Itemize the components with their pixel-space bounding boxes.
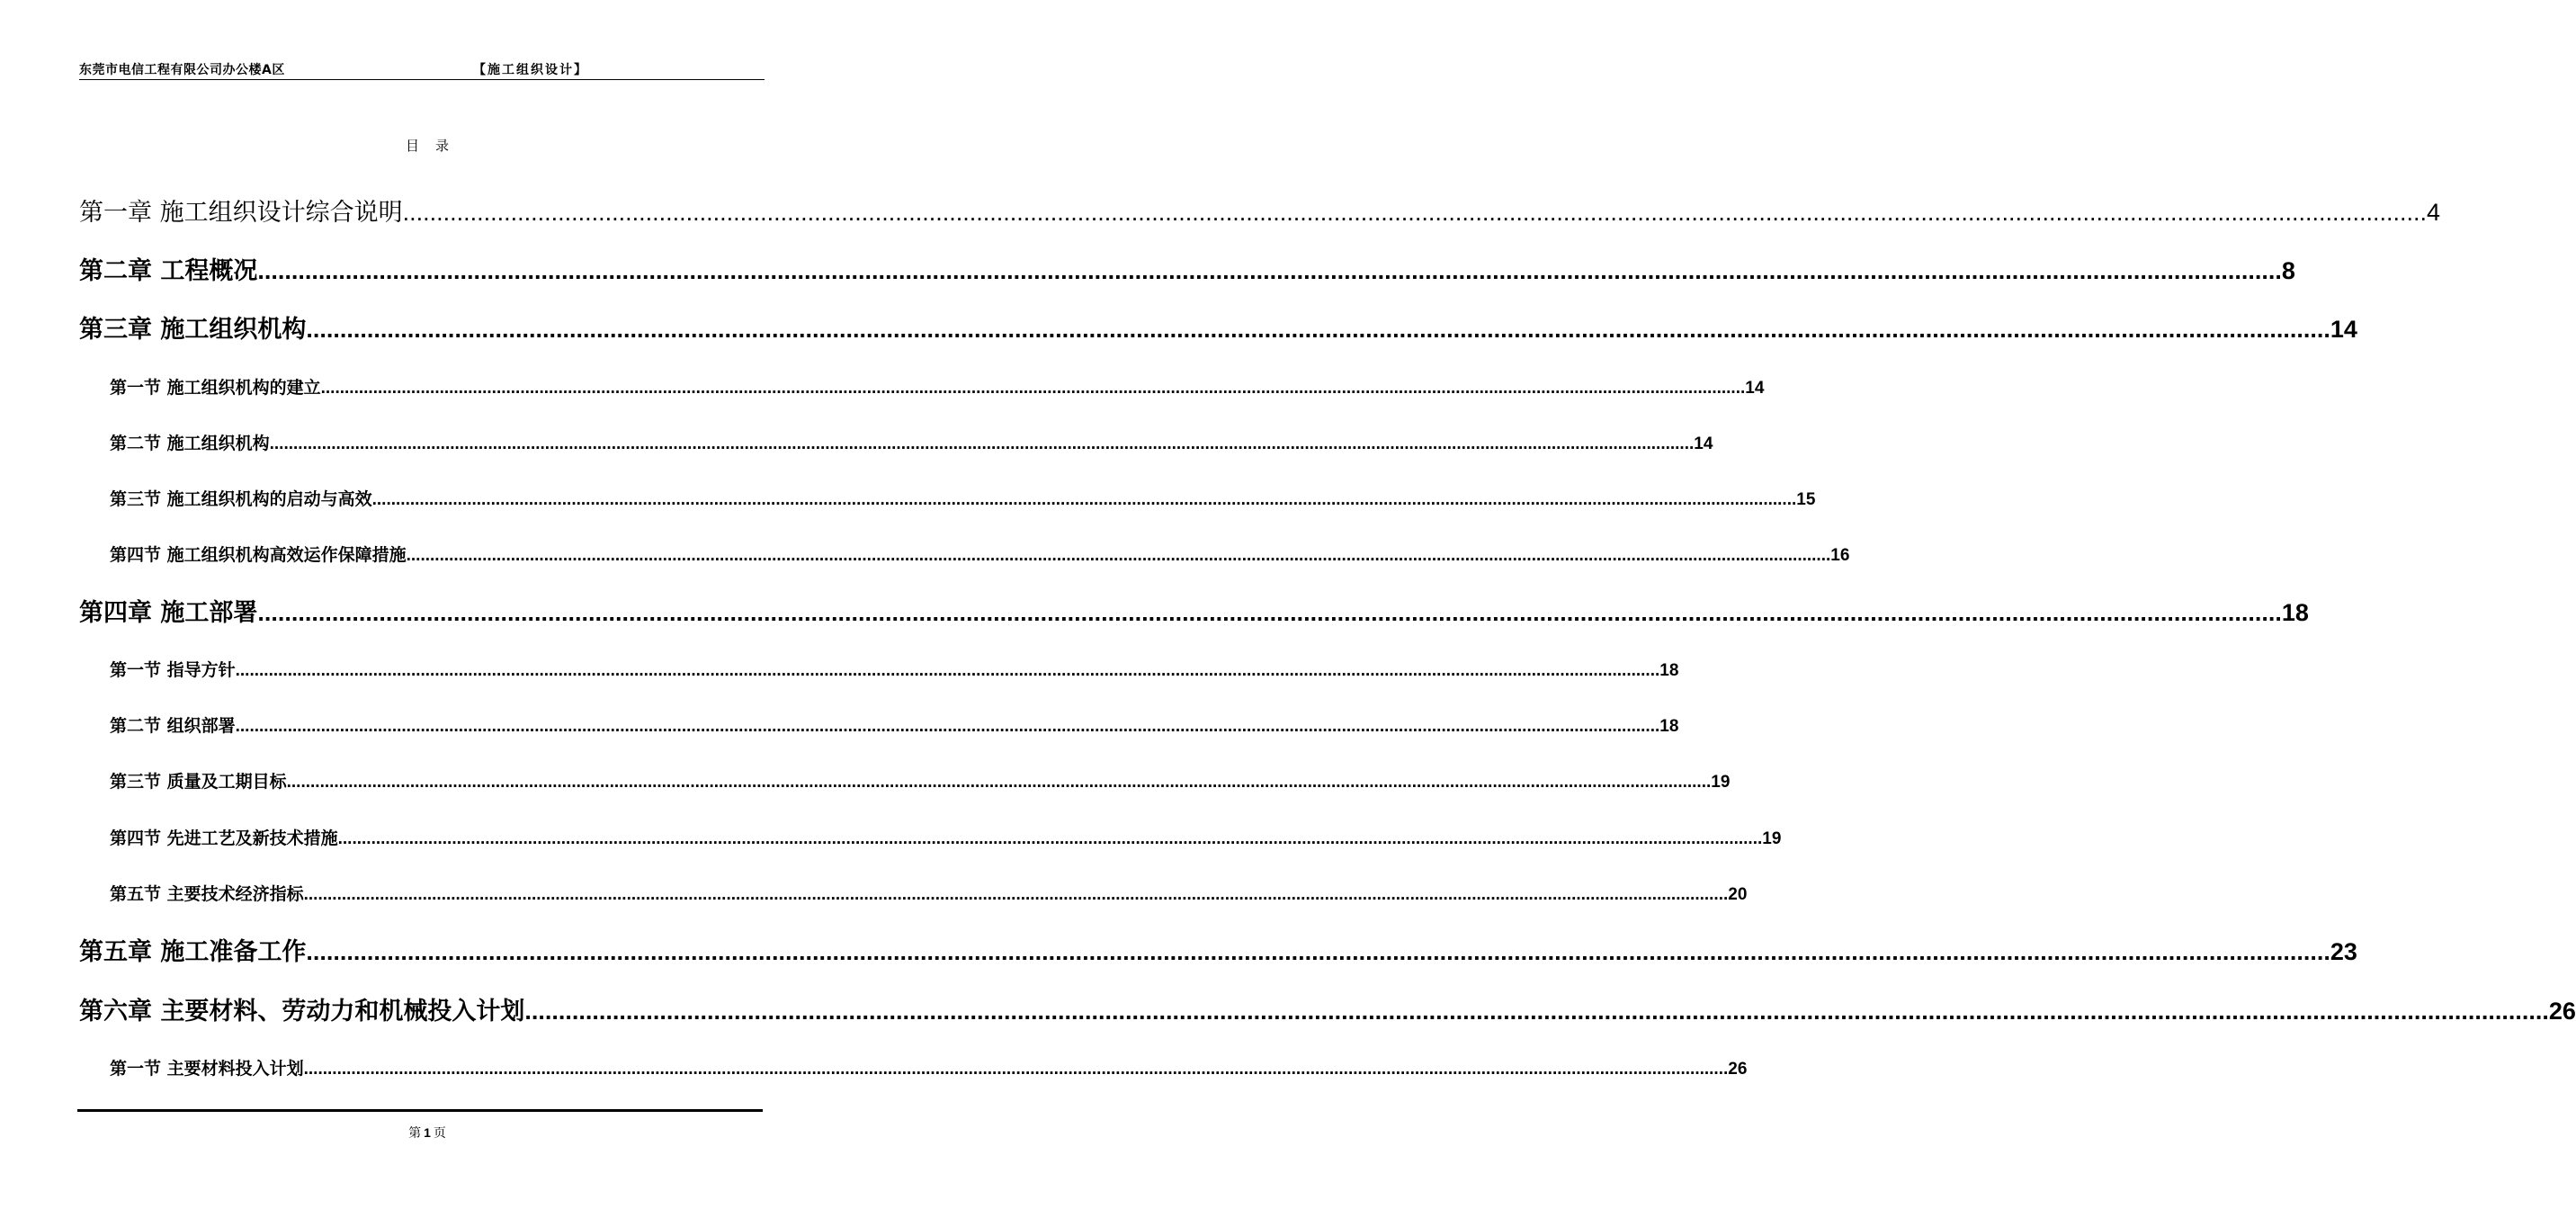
toc-entry-label: 第三节 施工组织机构的启动与高效	[110, 489, 372, 509]
toc-leader-dots: ............................................................................................................................................................................................................................................................................................................	[235, 717, 1660, 736]
page-footer	[0, 1124, 854, 1142]
toc-entry-label: 第一节 主要材料投入计划	[110, 1059, 304, 1079]
toc-entry-label: 第四节 先进工艺及新技术措施	[110, 828, 338, 848]
toc-leader-dots: ............................................................................................................................................................................................................................................................................................................	[306, 316, 2330, 343]
toc-entry-section[interactable]	[110, 430, 1713, 454]
footer-divider	[77, 1109, 763, 1112]
toc-entry-label: 第五节 主要技术经济指标	[110, 884, 304, 904]
header-divider	[79, 79, 765, 80]
toc-entry-section[interactable]	[110, 712, 1679, 737]
toc-entry-section[interactable]	[110, 1055, 1748, 1079]
toc-leader-dots: ............................................................................................................................................................................................................................................................................................................	[269, 434, 1695, 453]
toc-entry-chapter[interactable]	[79, 593, 2309, 628]
header-document-type: 【施工组织设计】	[473, 63, 588, 77]
toc-leader-dots: ............................................................................................................................................................................................................................................................................................................	[303, 1060, 1729, 1079]
toc-entry-page: 26	[2548, 998, 2576, 1025]
toc-entry-page: 23	[2330, 938, 2357, 965]
toc-entry-page: 18	[1659, 717, 1679, 736]
toc-entry-chapter[interactable]	[79, 991, 2576, 1026]
toc-entry-label: 第六章 主要材料、劳动力和机械投入计划	[79, 998, 525, 1025]
toc-entry-page: 8	[2281, 257, 2295, 284]
toc-leader-dots: ............................................................................................................................................................................................................................................................................................................	[320, 379, 1746, 398]
toc-title: 目录	[405, 138, 465, 154]
toc-entry-chapter[interactable]	[79, 932, 2357, 967]
toc-entry-label: 第二节 组织部署	[110, 716, 236, 736]
toc-entry-page: 15	[1796, 490, 1816, 509]
toc-entry-page: 19	[1711, 773, 1731, 792]
toc-entry-label: 第一节 施工组织机构的建立	[110, 378, 321, 398]
toc-entry-page: 14	[1745, 379, 1765, 398]
footer-suffix: 页	[433, 1126, 446, 1141]
footer-page-number: 1	[424, 1125, 431, 1140]
toc-leader-dots: ............................................................................................................................................................................................................................................................................................................	[235, 661, 1660, 680]
toc-entry-chapter[interactable]	[79, 193, 2441, 228]
toc-entry-section[interactable]	[110, 881, 1748, 905]
toc-entry-section[interactable]	[110, 825, 1782, 849]
toc-entry-label: 第一章 施工组织设计综合说明	[79, 199, 403, 227]
toc-entry-label: 第二节 施工组织机构	[110, 434, 270, 453]
footer-prefix: 第	[408, 1126, 422, 1141]
toc-leader-dots: ............................................................................................................................................................................................................................................................................................................	[257, 599, 2282, 626]
toc-entry-page: 18	[2281, 599, 2309, 626]
toc-leader-dots: ............................................................................................................................................................................................................................................................................................................	[402, 199, 2428, 226]
toc-entry-label: 第一节 指导方针	[110, 660, 236, 680]
toc-leader-dots: ............................................................................................................................................................................................................................................................................................................	[286, 773, 1712, 792]
toc-leader-dots: ............................................................................................................................................................................................................................................................................................................	[371, 490, 1797, 509]
toc-entry-page: 19	[1762, 829, 1782, 848]
toc-leader-dots: ............................................................................................................................................................................................................................................................................................................	[406, 546, 1831, 565]
toc-entry-label: 第四节 施工组织机构高效运作保障措施	[110, 545, 407, 565]
page-header	[79, 58, 765, 81]
toc-entry-label: 第二章 工程概况	[79, 257, 258, 285]
toc-entry-label: 第三章 施工组织机构	[79, 316, 307, 344]
toc-entry-page: 4	[2427, 199, 2441, 226]
toc-entry-page: 14	[2330, 316, 2357, 343]
toc-leader-dots: ............................................................................................................................................................................................................................................................................................................	[257, 257, 2282, 284]
toc-entry-chapter[interactable]	[79, 309, 2357, 345]
toc-entry-label: 第五章 施工准备工作	[79, 938, 307, 966]
toc-leader-dots: ............................................................................................................................................................................................................................................................................................................	[337, 829, 1763, 848]
toc-entry-label: 第四章 施工部署	[79, 599, 258, 627]
toc-entry-page: 14	[1694, 434, 1713, 453]
header-project-name: 东莞市电信工程有限公司办公楼A区	[79, 63, 285, 77]
toc-entry-section[interactable]	[110, 374, 1765, 399]
toc-entry-page: 26	[1728, 1060, 1748, 1079]
toc-leader-dots: ............................................................................................................................................................................................................................................................................................................	[303, 885, 1729, 904]
toc-entry-section[interactable]	[110, 657, 1679, 681]
toc-entry-page: 20	[1728, 885, 1748, 904]
toc-entry-chapter[interactable]	[79, 251, 2295, 286]
toc-entry-section[interactable]	[110, 768, 1731, 793]
toc-entry-section[interactable]	[110, 542, 1850, 566]
toc-leader-dots: ............................................................................................................................................................................................................................................................................................................	[524, 998, 2549, 1025]
toc-entry-section[interactable]	[110, 486, 1816, 510]
toc-leader-dots: ............................................................................................................................................................................................................................................................................................................	[306, 938, 2330, 965]
toc-entry-page: 18	[1659, 661, 1679, 680]
toc-entry-label: 第三节 质量及工期目标	[110, 772, 287, 792]
toc-entry-page: 16	[1830, 546, 1850, 565]
